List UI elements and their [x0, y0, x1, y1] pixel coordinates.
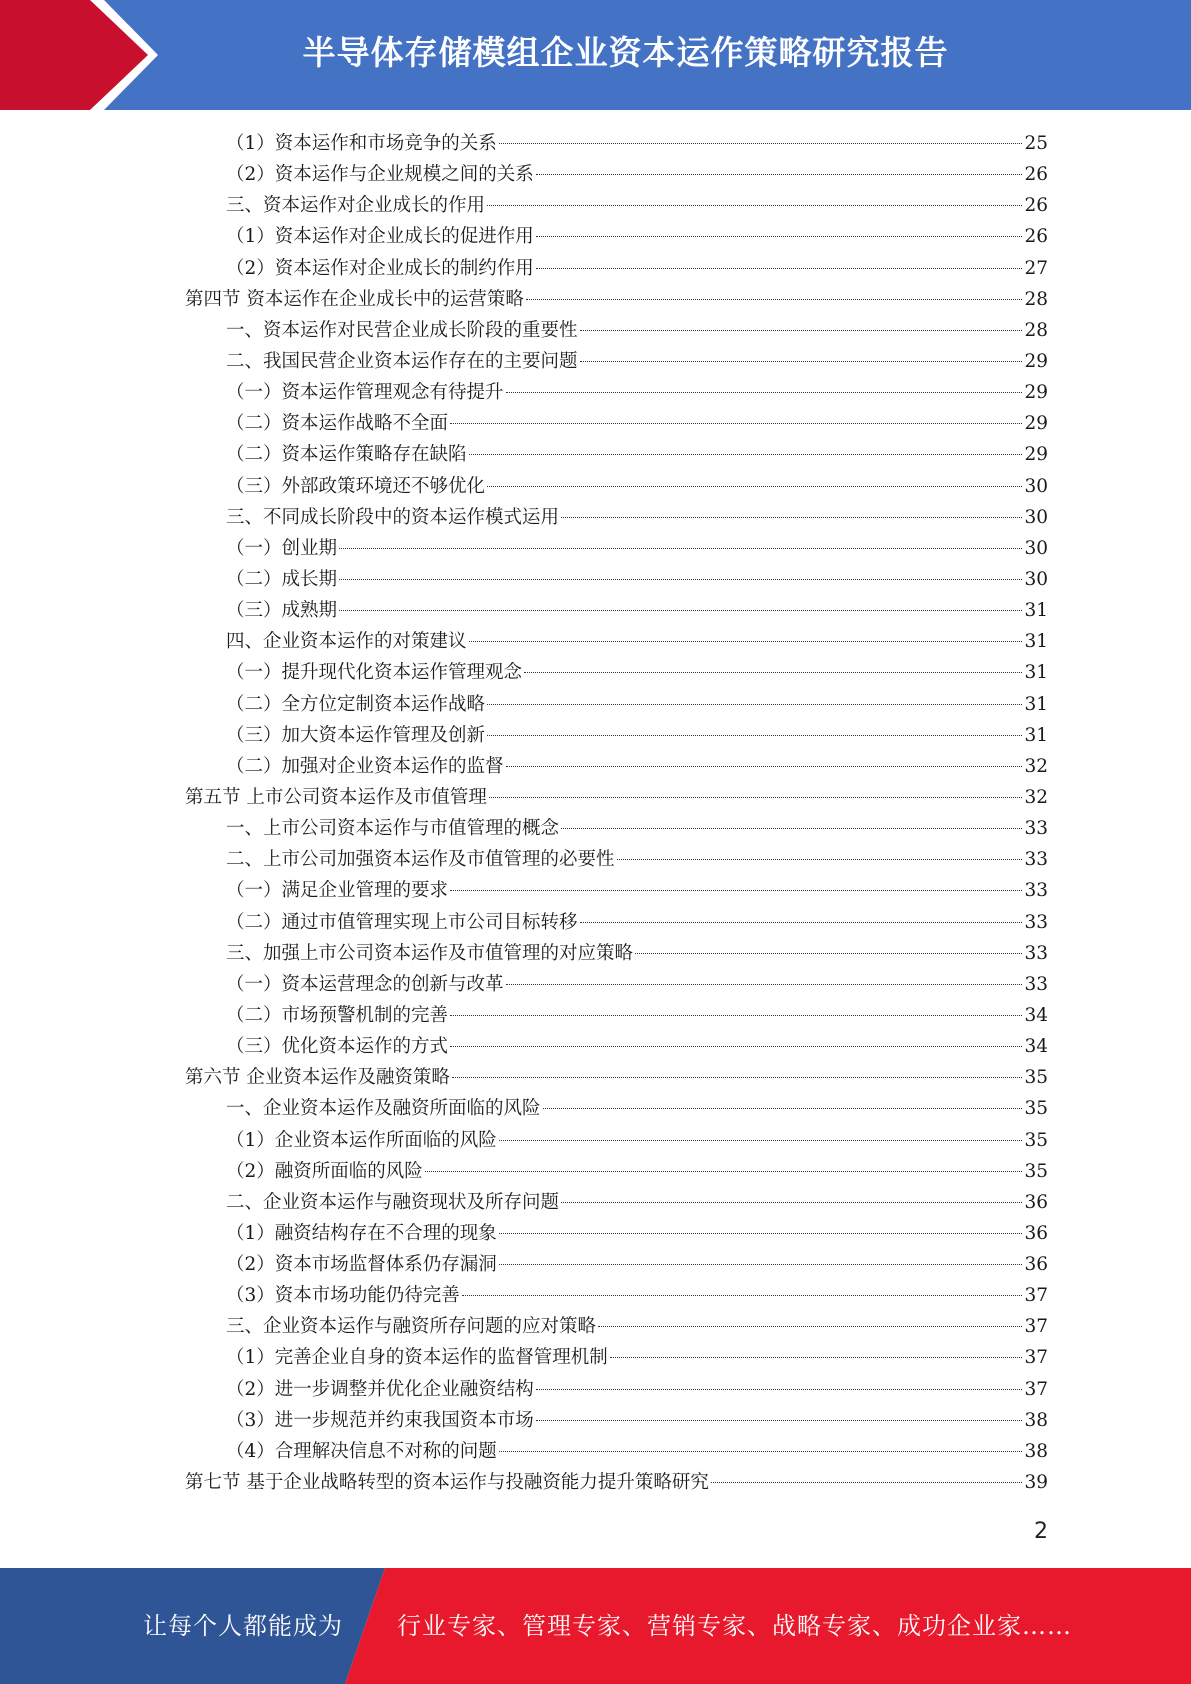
- toc-dot-leader: [452, 1077, 1023, 1078]
- toc-entry-page-number: 30: [1024, 506, 1048, 528]
- toc-entry-page-number: 25: [1024, 133, 1048, 154]
- toc-entry-title: 一、企业资本运作及融资所面临的风险: [226, 1098, 541, 1120]
- toc-entry-page-number: 35: [1024, 1098, 1048, 1120]
- toc-dot-leader: [580, 330, 1023, 331]
- toc-entry[interactable]: [185, 1218, 1048, 1249]
- toc-entry-page-number: 35: [1024, 1129, 1048, 1151]
- toc-entry-title: （一）提升现代化资本运作管理观念: [226, 662, 523, 684]
- toc-entry[interactable]: [185, 533, 1048, 564]
- toc-dot-leader: [536, 1389, 1023, 1390]
- toc-dot-leader: [450, 890, 1022, 891]
- toc-entry-title: （2）资本市场监督体系仍存漏洞: [226, 1254, 497, 1276]
- toc-entry[interactable]: [185, 284, 1048, 315]
- toc-entry-title: 第六节 企业资本运作及融资策略: [185, 1067, 450, 1089]
- toc-entry-page-number: 30: [1024, 568, 1048, 590]
- toc-entry-page-number: 32: [1024, 755, 1048, 777]
- toc-entry-title: （2）进一步调整并优化企业融资结构: [226, 1378, 534, 1400]
- toc-entry-title: （三）外部政策环境还不够优化: [226, 475, 486, 497]
- toc-entry-page-number: 33: [1024, 818, 1048, 840]
- toc-entry-page-number: 38: [1024, 1440, 1048, 1462]
- toc-entry[interactable]: [185, 875, 1048, 906]
- toc-dot-leader: [598, 1326, 1022, 1327]
- toc-entry[interactable]: [185, 1342, 1048, 1373]
- toc-entry-title: （1）企业资本运作所面临的风险: [226, 1129, 497, 1151]
- toc-entry-title: 第四节 资本运作在企业成长中的运营策略: [185, 288, 524, 310]
- toc-entry[interactable]: [185, 564, 1048, 595]
- toc-entry-page-number: 31: [1024, 600, 1048, 622]
- toc-entry-page-number: 33: [1024, 942, 1048, 964]
- toc-entry-title: 二、我国民营企业资本运作存在的主要问题: [226, 350, 578, 372]
- toc-entry-page-number: 35: [1024, 1160, 1048, 1182]
- toc-entry-title: （3）进一步规范并约束我国资本市场: [226, 1409, 534, 1431]
- toc-entry-page-number: 29: [1024, 382, 1048, 404]
- toc-entry-page-number: 34: [1024, 1036, 1048, 1058]
- toc-entry-page-number: 26: [1024, 226, 1048, 248]
- toc-entry-page-number: 33: [1024, 849, 1048, 871]
- toc-entry[interactable]: [185, 1125, 1048, 1156]
- toc-entry[interactable]: [185, 1311, 1048, 1342]
- toc-entry-title: 第五节 上市公司资本运作及市值管理: [185, 786, 487, 808]
- toc-entry[interactable]: [185, 782, 1048, 813]
- toc-entry-title: （三）成熟期: [226, 600, 338, 622]
- page-footer: [0, 1568, 1191, 1684]
- toc-entry-page-number: 35: [1024, 1067, 1048, 1089]
- toc-dot-leader: [487, 735, 1022, 736]
- toc-entry-title: 一、资本运作对民营企业成长阶段的重要性: [226, 319, 578, 341]
- toc-entry-title: （3）资本市场功能仍待完善: [226, 1285, 460, 1307]
- footer-slogan-right: 行业专家、管理专家、营销专家、战略专家、成功企业家……: [397, 1612, 1072, 1640]
- toc-entry[interactable]: [185, 1467, 1048, 1498]
- toc-dot-leader: [469, 641, 1023, 642]
- toc-entry[interactable]: [185, 689, 1048, 720]
- toc-entry-page-number: 31: [1024, 693, 1048, 715]
- toc-entry-title: 第七节 基于企业战略转型的资本运作与投融资能力提升策略研究: [185, 1472, 709, 1494]
- toc-entry[interactable]: [185, 813, 1048, 844]
- toc-dot-leader: [536, 268, 1023, 269]
- toc-dot-leader: [487, 205, 1022, 206]
- toc-entry-title: （二）资本运作战略不全面: [226, 413, 449, 435]
- toc-entry-title: （二）通过市值管理实现上市公司目标转移: [226, 911, 578, 933]
- toc-entry[interactable]: [185, 502, 1048, 533]
- toc-entry[interactable]: [185, 1093, 1048, 1124]
- toc-entry-page-number: 36: [1024, 1191, 1048, 1213]
- toc-entry-title: （1）融资结构存在不合理的现象: [226, 1222, 497, 1244]
- toc-entry[interactable]: [185, 408, 1048, 439]
- toc-entry[interactable]: [185, 471, 1048, 502]
- toc-entry[interactable]: [185, 315, 1048, 346]
- toc-entry[interactable]: [185, 128, 1048, 159]
- toc-dot-leader: [617, 859, 1023, 860]
- toc-entry[interactable]: [185, 1436, 1048, 1467]
- toc-dot-leader: [610, 1357, 1023, 1358]
- toc-entry-title: （1）资本运作对企业成长的促进作用: [226, 226, 534, 248]
- toc-dot-leader: [526, 299, 1023, 300]
- toc-entry[interactable]: [185, 1374, 1048, 1405]
- toc-dot-leader: [499, 143, 1023, 144]
- toc-entry[interactable]: [185, 1405, 1048, 1436]
- toc-dot-leader: [499, 1233, 1023, 1234]
- toc-entry[interactable]: [185, 159, 1048, 190]
- toc-dot-leader: [580, 922, 1023, 923]
- toc-entry-page-number: 31: [1024, 631, 1048, 653]
- toc-entry-page-number: 37: [1024, 1316, 1048, 1338]
- toc-entry-title: （2）融资所面临的风险: [226, 1160, 423, 1182]
- toc-entry-title: 三、企业资本运作与融资所存问题的应对策略: [226, 1316, 597, 1338]
- toc-entry[interactable]: [185, 439, 1048, 470]
- toc-entry-title: （一）资本运营理念的创新与改革: [226, 973, 504, 995]
- toc-dot-leader: [506, 766, 1023, 767]
- toc-dot-leader: [450, 1046, 1022, 1047]
- toc-dot-leader: [469, 454, 1023, 455]
- toc-entry[interactable]: [185, 595, 1048, 626]
- toc-entry[interactable]: [185, 969, 1048, 1000]
- toc-entry-page-number: 26: [1024, 164, 1048, 186]
- toc-dot-leader: [450, 423, 1022, 424]
- toc-entry-title: （二）全方位定制资本运作战略: [226, 693, 486, 715]
- toc-dot-leader: [561, 517, 1022, 518]
- toc-entry-title: 二、企业资本运作与融资现状及所存问题: [226, 1191, 560, 1213]
- toc-entry-page-number: 28: [1024, 319, 1048, 341]
- toc-dot-leader: [506, 984, 1023, 985]
- toc-entry-page-number: 38: [1024, 1409, 1048, 1431]
- toc-entry-page-number: 30: [1024, 475, 1048, 497]
- toc-dot-leader: [339, 548, 1022, 549]
- toc-entry-title: （三）加大资本运作管理及创新: [226, 724, 486, 746]
- toc-entry-page-number: 31: [1024, 662, 1048, 684]
- toc-dot-leader: [711, 1482, 1023, 1483]
- toc-dot-leader: [450, 1015, 1022, 1016]
- toc-dot-leader: [339, 610, 1022, 611]
- toc-entry-title: （4）合理解决信息不对称的问题: [226, 1440, 497, 1462]
- toc-entry-title: （一）创业期: [226, 537, 338, 559]
- page-number: 2: [1034, 1519, 1048, 1544]
- toc-entry[interactable]: [185, 1062, 1048, 1093]
- toc-entry-page-number: 27: [1024, 257, 1048, 279]
- toc-entry-title: （二）市场预警机制的完善: [226, 1004, 449, 1026]
- toc-dot-leader: [536, 1420, 1023, 1421]
- toc-entry-page-number: 29: [1024, 413, 1048, 435]
- table-of-contents: [185, 128, 1048, 1498]
- toc-entry[interactable]: [185, 1031, 1048, 1062]
- toc-entry-page-number: 34: [1024, 1004, 1048, 1026]
- toc-entry-title: （一）资本运作管理观念有待提升: [226, 382, 504, 404]
- toc-dot-leader: [506, 392, 1023, 393]
- toc-entry[interactable]: [185, 1249, 1048, 1280]
- toc-entry[interactable]: [185, 657, 1048, 688]
- page-header: [0, 0, 1191, 110]
- footer-slogan-left: 让每个人都能成为: [143, 1612, 343, 1640]
- toc-entry-title: （二）加强对企业资本运作的监督: [226, 755, 504, 777]
- toc-entry-title: 二、上市公司加强资本运作及市值管理的必要性: [226, 849, 615, 871]
- toc-dot-leader: [487, 704, 1022, 705]
- toc-entry-page-number: 37: [1024, 1347, 1048, 1369]
- toc-entry-page-number: 36: [1024, 1254, 1048, 1276]
- toc-entry-page-number: 37: [1024, 1378, 1048, 1400]
- toc-entry-page-number: 29: [1024, 444, 1048, 466]
- toc-dot-leader: [499, 1264, 1023, 1265]
- toc-entry-title: 三、不同成长阶段中的资本运作模式运用: [226, 506, 560, 528]
- toc-entry-page-number: 33: [1024, 973, 1048, 995]
- toc-entry-page-number: 28: [1024, 288, 1048, 310]
- toc-dot-leader: [499, 1140, 1023, 1141]
- toc-entry-page-number: 29: [1024, 350, 1048, 372]
- toc-entry[interactable]: [185, 844, 1048, 875]
- toc-entry[interactable]: [185, 720, 1048, 751]
- toc-entry-page-number: 36: [1024, 1222, 1048, 1244]
- toc-entry-title: 三、加强上市公司资本运作及市值管理的对应策略: [226, 942, 634, 964]
- toc-dot-leader: [561, 828, 1022, 829]
- toc-entry-title: 四、企业资本运作的对策建议: [226, 631, 467, 653]
- toc-dot-leader: [499, 1451, 1023, 1452]
- toc-entry-title: （三）优化资本运作的方式: [226, 1036, 449, 1058]
- toc-entry-title: （二）成长期: [226, 568, 338, 590]
- toc-entry[interactable]: [185, 907, 1048, 938]
- toc-entry-title: （1）完善企业自身的资本运作的监督管理机制: [226, 1347, 608, 1369]
- toc-entry-title: （2）资本运作与企业规模之间的关系: [226, 164, 534, 186]
- toc-entry[interactable]: [185, 626, 1048, 657]
- report-title: 半导体存储模组企业资本运作策略研究报告: [302, 33, 949, 72]
- toc-entry[interactable]: [185, 1000, 1048, 1031]
- toc-dot-leader: [339, 579, 1022, 580]
- toc-entry[interactable]: [185, 377, 1048, 408]
- toc-entry[interactable]: [185, 253, 1048, 284]
- toc-entry[interactable]: [185, 1280, 1048, 1311]
- toc-entry-title: 一、上市公司资本运作与市值管理的概念: [226, 818, 560, 840]
- toc-entry-page-number: 39: [1024, 1472, 1048, 1494]
- toc-dot-leader: [425, 1171, 1023, 1172]
- toc-entry-title: 三、资本运作对企业成长的作用: [226, 195, 486, 217]
- toc-entry-page-number: 30: [1024, 537, 1048, 559]
- toc-dot-leader: [489, 797, 1023, 798]
- toc-dot-leader: [635, 953, 1022, 954]
- toc-entry-page-number: 33: [1024, 911, 1048, 933]
- toc-dot-leader: [580, 361, 1023, 362]
- toc-entry-page-number: 31: [1024, 724, 1048, 746]
- toc-entry[interactable]: [185, 938, 1048, 969]
- toc-entry[interactable]: [185, 751, 1048, 782]
- toc-entry[interactable]: [185, 221, 1048, 252]
- toc-dot-leader: [536, 174, 1023, 175]
- toc-entry-page-number: 32: [1024, 786, 1048, 808]
- toc-entry-page-number: 33: [1024, 880, 1048, 902]
- toc-entry[interactable]: [185, 190, 1048, 221]
- toc-dot-leader: [543, 1108, 1023, 1109]
- header-red-arrow: [0, 0, 150, 110]
- toc-entry-title: （2）资本运作对企业成长的制约作用: [226, 257, 534, 279]
- toc-entry-page-number: 37: [1024, 1285, 1048, 1307]
- toc-entry[interactable]: [185, 1187, 1048, 1218]
- toc-entry[interactable]: [185, 1156, 1048, 1187]
- toc-dot-leader: [487, 486, 1022, 487]
- toc-dot-leader: [462, 1295, 1023, 1296]
- toc-dot-leader: [524, 672, 1022, 673]
- toc-entry-page-number: 26: [1024, 195, 1048, 217]
- toc-entry-title: （一）满足企业管理的要求: [226, 880, 449, 902]
- toc-dot-leader: [536, 236, 1023, 237]
- toc-dot-leader: [561, 1202, 1022, 1203]
- toc-entry-title: （1）资本运作和市场竞争的关系: [226, 133, 497, 154]
- toc-entry[interactable]: [185, 346, 1048, 377]
- toc-entry-title: （二）资本运作策略存在缺陷: [226, 444, 467, 466]
